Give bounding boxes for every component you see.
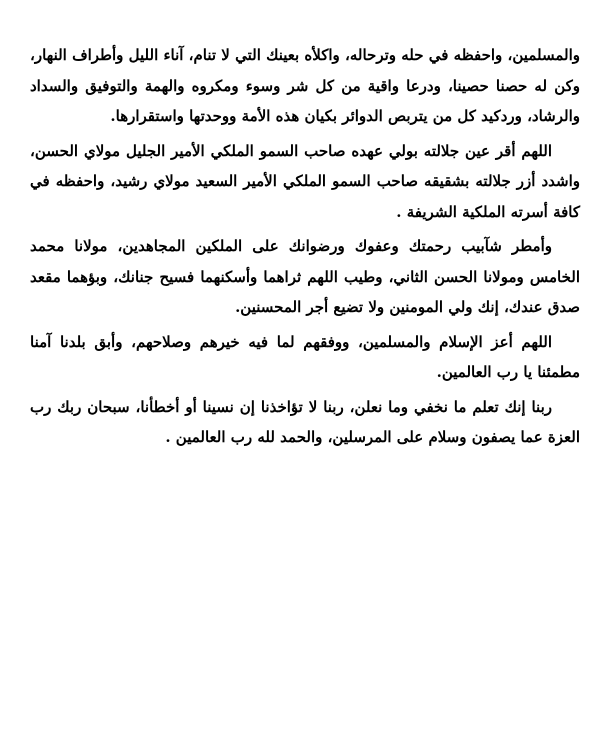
paragraph-prayer-protection: والمسلمين، واحفظه في حله وترحاله، واكلأه بعينك التي لا تنام، آناء الليل وأطراف النهار، وكن له حصنا حصينا، ودرعا واقية من كل شر وسوء ومكروه والهمة والتوفيق والسداد والرشاد، وردكيد كل من يتربص الدوائر بكيان هذه الأمة ووحدتها واستقرارها. <box>30 46 580 125</box>
paragraph-islam-country: اللهم أعز الإسلام والمسلمين، ووفقهم لما فيه خيرهم وصلاحهم، وأبق بلدنا آمنا مطمئنا يا رب العالمين. <box>30 332 580 381</box>
document-page <box>30 40 580 457</box>
paragraph-crown-prince: اللهم أقر عين جلالته بولي عهده صاحب السمو الملكي الأمير الجليل مولاي الحسن، واشدد أزر جلالته بشقيقه صاحب السمو الملكي الأمير السعيد مولاي رشيد، واحفظه في كافة أسرته الملكية الشريفة . <box>30 141 580 221</box>
paragraph-closing: ربنا إنك تعلم ما نخفي وما نعلن، ربنا لا تؤاخذنا إن نسينا أو أخطأنا، سبحان ربك رب العزة عما يصفون وسلام على المرسلين، والحمد لله رب العالمين . <box>30 397 580 446</box>
paragraph-mercy-kings: وأمطر شآبيب رحمتك وعفوك ورضوانك على الملكين المجاهدين، مولانا محمد الخامس ومولانا الحسن الثاني، وطيب اللهم ثراهما وأسكنهما فسيح جنانك، وبؤهما مقعد صدق عندك، إنك ولي المومنين ولا تضيع أجر المحسنين. <box>30 237 580 316</box>
